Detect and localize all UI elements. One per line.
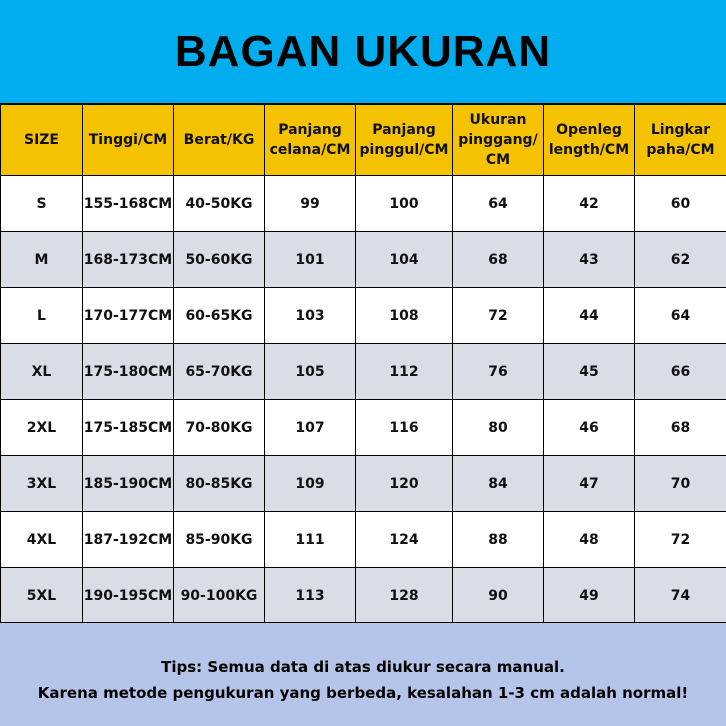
table-row	[1, 512, 726, 568]
table-cell: 80-85KG	[174, 456, 265, 512]
column-header-line: pinggang/	[458, 132, 538, 148]
table-cell: 65-70KG	[174, 344, 265, 400]
table-cell: 45	[544, 344, 635, 400]
table-cell: 60-65KG	[174, 288, 265, 344]
table-cell: 175-185CM	[83, 400, 174, 456]
table-cell: 44	[544, 288, 635, 344]
column-header-line: Ukuran	[469, 112, 527, 128]
column-header	[265, 105, 356, 176]
table-header-row	[1, 105, 726, 176]
tips-line-2: Karena metode pengukuran yang berbeda, kesalahan 1-3 cm adalah normal!	[37, 683, 689, 702]
table-row	[1, 456, 726, 512]
table-cell: 40-50KG	[174, 176, 265, 232]
table-cell: 170-177CM	[83, 288, 174, 344]
table-cell: 124	[356, 512, 453, 568]
table-cell: 100	[356, 176, 453, 232]
title-banner	[0, 0, 726, 104]
size-cell: M	[1, 232, 83, 288]
table-cell: 120	[356, 456, 453, 512]
column-header	[544, 105, 635, 176]
column-header	[635, 105, 726, 176]
size-table	[0, 104, 726, 624]
table-cell: 70-80KG	[174, 400, 265, 456]
table-cell: 111	[265, 512, 356, 568]
table-cell: 64	[453, 176, 544, 232]
table-cell: 43	[544, 232, 635, 288]
table-cell: 101	[265, 232, 356, 288]
table-cell: 90-100KG	[174, 568, 265, 624]
table-cell: 76	[453, 344, 544, 400]
table-cell: 80	[453, 400, 544, 456]
column-header-line: CM	[485, 152, 511, 168]
size-cell: 3XL	[1, 456, 83, 512]
column-header-line: length/CM	[548, 142, 630, 158]
table-row	[1, 344, 726, 400]
table-row	[1, 568, 726, 624]
table-cell: 112	[356, 344, 453, 400]
table-cell: 74	[635, 568, 726, 624]
table-row	[1, 232, 726, 288]
table-cell: 175-180CM	[83, 344, 174, 400]
table-cell: 88	[453, 512, 544, 568]
table-cell: 49	[544, 568, 635, 624]
table-cell: 72	[453, 288, 544, 344]
column-header-line: Tinggi/CM	[88, 132, 168, 148]
table-cell: 155-168CM	[83, 176, 174, 232]
table-cell: 168-173CM	[83, 232, 174, 288]
table-cell: 108	[356, 288, 453, 344]
table-cell: 113	[265, 568, 356, 624]
column-header	[1, 105, 83, 176]
size-cell: 5XL	[1, 568, 83, 624]
table-cell: 64	[635, 288, 726, 344]
column-header	[453, 105, 544, 176]
tips-line-1: Tips: Semua data di atas diukur secara manual.	[161, 657, 565, 676]
table-cell: 104	[356, 232, 453, 288]
table-cell: 70	[635, 456, 726, 512]
size-cell: 2XL	[1, 400, 83, 456]
column-header-line: celana/CM	[269, 142, 351, 158]
table-cell: 72	[635, 512, 726, 568]
column-header-line: Lingkar	[650, 122, 711, 138]
table-cell: 116	[356, 400, 453, 456]
table-cell: 84	[453, 456, 544, 512]
table-cell: 68	[453, 232, 544, 288]
table-cell: 48	[544, 512, 635, 568]
table-cell: 105	[265, 344, 356, 400]
size-cell: XL	[1, 344, 83, 400]
table-cell: 103	[265, 288, 356, 344]
column-header	[83, 105, 174, 176]
table-cell: 60	[635, 176, 726, 232]
tips-panel	[0, 622, 726, 726]
column-header-line: pinggul/CM	[359, 142, 449, 158]
size-cell: S	[1, 176, 83, 232]
table-cell: 46	[544, 400, 635, 456]
page-title: BAGAN UKURAN	[174, 26, 552, 76]
table-cell: 99	[265, 176, 356, 232]
table-body	[1, 176, 726, 624]
column-header-line: Panjang	[278, 122, 342, 138]
table-cell: 66	[635, 344, 726, 400]
table-cell: 107	[265, 400, 356, 456]
table-cell: 185-190CM	[83, 456, 174, 512]
column-header-line: paha/CM	[646, 142, 715, 158]
table-cell: 47	[544, 456, 635, 512]
column-header	[174, 105, 265, 176]
column-header-line: Panjang	[372, 122, 436, 138]
column-header-line: Openleg	[556, 122, 622, 138]
size-cell: 4XL	[1, 512, 83, 568]
table-cell: 190-195CM	[83, 568, 174, 624]
column-header-line: Berat/KG	[183, 132, 255, 148]
table-cell: 128	[356, 568, 453, 624]
column-header	[356, 105, 453, 176]
table-cell: 42	[544, 176, 635, 232]
table-cell: 62	[635, 232, 726, 288]
table-row	[1, 288, 726, 344]
table-cell: 68	[635, 400, 726, 456]
table-cell: 109	[265, 456, 356, 512]
table-row	[1, 176, 726, 232]
table-cell: 90	[453, 568, 544, 624]
column-header-line: SIZE	[23, 132, 59, 148]
table-row	[1, 400, 726, 456]
table-cell: 50-60KG	[174, 232, 265, 288]
table-cell: 187-192CM	[83, 512, 174, 568]
table-cell: 85-90KG	[174, 512, 265, 568]
size-cell: L	[1, 288, 83, 344]
